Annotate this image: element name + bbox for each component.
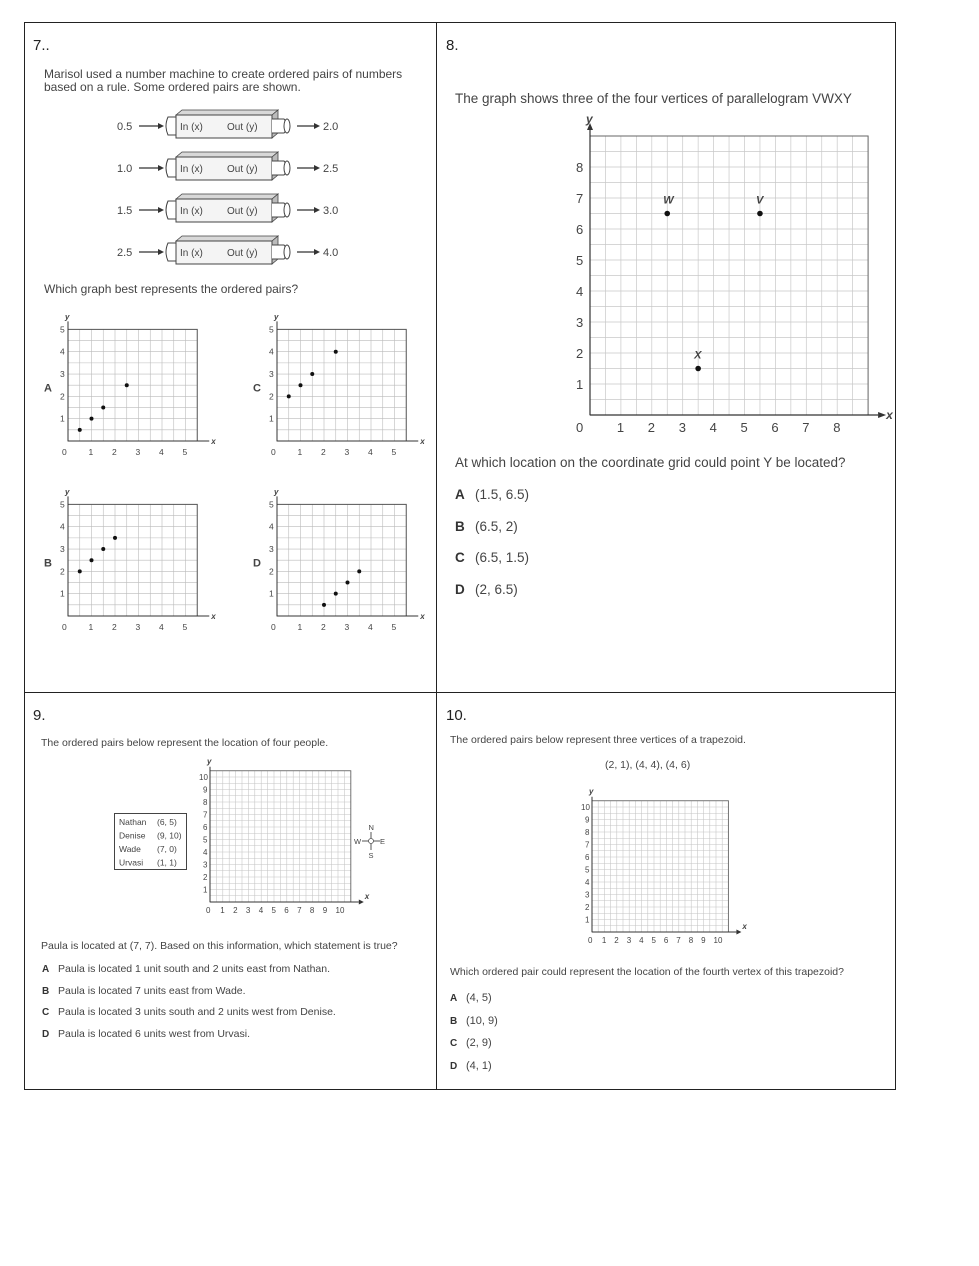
q8-coordinate-graph	[560, 112, 893, 440]
x-tick-label: 4	[258, 906, 264, 915]
number-machine	[117, 152, 338, 180]
x-tick-label: 0	[206, 906, 211, 915]
vertex-label: X	[694, 349, 702, 362]
y-tick-label: 5	[269, 499, 274, 510]
machine-input: 0.5	[117, 121, 133, 133]
machine-in-label: In (x)	[180, 206, 203, 217]
x-tick-label: 2	[233, 906, 238, 915]
y-tick-label: 6	[585, 853, 590, 862]
choice-text: (6.5, 1.5)	[475, 550, 530, 565]
y-tick-label: 5	[60, 324, 65, 335]
q9-question: Paula is located at (7, 7). Based on this information, which statement is true?	[41, 940, 398, 952]
y-tick-label: 1	[269, 413, 274, 424]
q7-question: Which graph best represents the ordered pairs?	[44, 282, 299, 296]
data-point	[125, 383, 129, 387]
person-name: Wade	[119, 844, 141, 854]
x-tick-label: 5	[182, 622, 188, 632]
y-tick-label: 3	[60, 369, 65, 380]
machine-out-label: Out (y)	[227, 206, 258, 217]
choice-text: (1.5, 6.5)	[475, 487, 530, 502]
y-tick-label: 5	[585, 865, 590, 875]
x-tick-label: 1	[616, 420, 625, 435]
q8-choice-c[interactable]	[455, 550, 529, 565]
x-axis-label: x	[364, 892, 370, 901]
q8-question: At which location on the coordinate grid could point Y be located?	[455, 455, 846, 470]
x-tick-label: 8	[688, 936, 694, 945]
data-point	[113, 536, 117, 540]
machine-output: 2.5	[323, 163, 339, 175]
person-name: Denise	[119, 830, 146, 841]
q8-choice-b[interactable]	[455, 519, 518, 534]
machine-output: 4.0	[323, 247, 339, 259]
person-coord: (1, 1)	[157, 857, 177, 868]
choice-letter: A	[455, 487, 465, 502]
x-tick-label: 6	[284, 906, 289, 915]
grid	[68, 504, 197, 616]
x-tick-label: 3	[626, 936, 632, 945]
x-tick-label: 7	[802, 420, 810, 435]
x-tick-label: 1	[88, 622, 94, 632]
y-tick-label: 4	[576, 284, 584, 299]
x-tick-label: 2	[614, 936, 619, 945]
x-tick-label: 1	[297, 622, 303, 632]
vertex-point	[757, 211, 763, 217]
choice-text: Paula is located 6 units west from Urvasi.	[58, 1027, 250, 1040]
q10-choice-c[interactable]	[450, 1037, 492, 1049]
x-tick-label: 1	[601, 936, 607, 945]
choice-letter: C	[455, 550, 465, 565]
x-tick-label: 2	[112, 622, 117, 632]
x-tick-label: 5	[740, 420, 748, 435]
y-tick-label: 2	[269, 566, 274, 577]
q10-coordinate-graph	[575, 784, 755, 954]
q10-choice-a[interactable]	[450, 992, 492, 1004]
x-tick-label: 2	[112, 447, 117, 457]
y-tick-label: 8	[585, 828, 590, 837]
data-point	[357, 569, 361, 573]
y-tick-label: 1	[576, 377, 584, 392]
y-tick-label: 6	[576, 222, 584, 237]
q9-coordinate-graph	[190, 756, 370, 927]
x-tick-label: 0	[271, 622, 276, 632]
choice-text: Paula is located 3 units south and 2 units west from Denise.	[58, 1006, 336, 1018]
y-tick-label: 2	[60, 566, 65, 577]
person-coord: (9, 10)	[157, 830, 182, 841]
y-axis-label: y	[589, 786, 594, 796]
grid	[277, 504, 406, 616]
y-tick-label: 1	[203, 885, 208, 895]
y-tick-label: 4	[269, 521, 274, 532]
y-tick-label: 3	[203, 860, 208, 870]
x-tick-label: 5	[391, 447, 397, 457]
grid	[210, 771, 351, 902]
choice-text: (2, 9)	[466, 1037, 492, 1049]
x-tick-label: 2	[321, 447, 326, 457]
number-machine	[117, 194, 338, 222]
x-tick-label: 4	[368, 622, 373, 632]
choice-text: (10, 9)	[466, 1014, 498, 1027]
x-tick-label: 3	[245, 906, 251, 915]
x-axis-label: x	[886, 408, 893, 422]
x-tick-label: 4	[709, 420, 717, 435]
x-tick-label: 5	[182, 447, 188, 457]
x-axis-label: x	[211, 437, 216, 446]
y-tick-label: 1	[585, 915, 590, 925]
x-axis-label: x	[420, 612, 425, 621]
x-axis-label: x	[742, 922, 747, 931]
machine-in-label: In (x)	[180, 248, 203, 259]
x-tick-label: 4	[639, 936, 644, 945]
choice-letter: D	[42, 1028, 50, 1040]
q8-choice-d[interactable]	[455, 582, 518, 597]
y-tick-label: 8	[576, 160, 584, 175]
y-tick-label: 8	[203, 798, 208, 807]
y-axis-label: y	[274, 312, 279, 322]
y-tick-label: 9	[203, 785, 208, 795]
q10-choice-d[interactable]	[450, 1060, 492, 1072]
y-tick-label: 2	[576, 346, 584, 361]
compass-s: S	[368, 851, 374, 860]
x-tick-label: 7	[297, 906, 302, 915]
q9-choice-b[interactable]	[42, 985, 246, 997]
y-tick-label: 3	[60, 544, 65, 555]
q10-question: Which ordered pair could represent the location of the fourth vertex of this trapezoid?	[450, 966, 844, 978]
q7-number: 7..	[33, 37, 50, 54]
x-tick-label: 6	[771, 420, 779, 435]
x-tick-label: 2	[321, 622, 326, 632]
grid	[68, 329, 197, 441]
choice-letter: A	[42, 964, 50, 975]
x-tick-label: 3	[135, 622, 141, 632]
q8-number: 8.	[446, 37, 459, 54]
x-tick-label: 10	[713, 936, 723, 945]
data-point	[334, 592, 338, 596]
person-coord: (7, 0)	[157, 844, 177, 854]
machine-input: 1.0	[117, 163, 133, 175]
y-axis-label: y	[586, 112, 593, 126]
x-tick-label: 8	[833, 420, 841, 435]
q8-choice-a[interactable]	[455, 487, 529, 502]
x-tick-label: 3	[678, 420, 686, 435]
q10-pairs: (2, 1), (4, 4), (4, 6)	[605, 759, 691, 771]
y-tick-label: 6	[203, 823, 208, 832]
person-name: Nathan	[119, 817, 147, 827]
choice-letter: B	[455, 518, 465, 534]
q9-choice-c[interactable]	[42, 1006, 336, 1018]
y-tick-label: 4	[269, 346, 274, 357]
y-tick-label: 1	[269, 588, 274, 599]
x-tick-label: 0	[588, 936, 593, 945]
choice-text: (2, 6.5)	[475, 581, 518, 597]
q9-choice-d[interactable]	[42, 1028, 250, 1040]
y-tick-label: 4	[60, 521, 65, 532]
data-point	[78, 569, 82, 573]
y-tick-label: 5	[269, 324, 274, 335]
q7-graph-a	[40, 308, 220, 463]
data-point	[287, 394, 291, 398]
x-tick-label: 2	[647, 420, 656, 435]
machine-in-label: In (x)	[180, 164, 203, 175]
x-tick-label: 0	[62, 622, 67, 632]
number-machine	[117, 110, 338, 138]
q8-prompt: The graph shows three of the four vertices of parallelogram VWXY	[455, 91, 852, 106]
y-axis-label: y	[65, 312, 70, 322]
q9-people-table	[114, 813, 189, 873]
x-tick-label: 10	[335, 906, 345, 915]
x-tick-label: 3	[135, 447, 141, 457]
y-tick-label: 5	[576, 253, 584, 268]
choice-letter: C	[42, 1007, 50, 1018]
choice-letter: D	[450, 1060, 458, 1072]
y-tick-label: 4	[60, 346, 65, 357]
y-tick-label: 3	[585, 890, 590, 900]
vertex-point	[664, 211, 670, 217]
q7-prompt-line2: based on a rule. Some ordered pairs are shown.	[44, 80, 301, 94]
y-tick-label: 3	[269, 369, 274, 380]
q10-choice-b[interactable]	[450, 1015, 498, 1027]
choice-text: (4, 5)	[466, 992, 492, 1004]
y-tick-label: 1	[60, 413, 65, 424]
q10-prompt: The ordered pairs below represent three vertices of a trapezoid.	[450, 734, 746, 746]
q7-graph-b	[40, 483, 220, 638]
x-tick-label: 3	[344, 622, 350, 632]
x-tick-label: 8	[309, 906, 315, 915]
y-tick-label: 3	[576, 315, 584, 330]
choice-letter: B	[42, 985, 50, 997]
data-point	[101, 406, 105, 410]
choice-letter: D	[455, 581, 465, 597]
table-divider-horizontal	[24, 692, 896, 693]
x-tick-label: 7	[676, 936, 681, 945]
choice-letter: A	[450, 993, 458, 1004]
y-tick-label: 7	[576, 191, 584, 206]
q7-number-machines	[0, 0, 440, 280]
y-tick-label: 9	[585, 815, 590, 825]
x-axis-label: x	[211, 612, 216, 621]
x-tick-label: 0	[62, 447, 67, 457]
y-tick-label: 5	[60, 499, 65, 510]
y-tick-label: 2	[203, 873, 208, 882]
machine-output: 3.0	[323, 205, 339, 217]
machine-out-label: Out (y)	[227, 164, 258, 175]
x-tick-label: 4	[159, 447, 164, 457]
data-point	[101, 547, 105, 551]
x-tick-label: 9	[701, 936, 706, 945]
choice-letter: B	[450, 1015, 458, 1027]
choice-text: Paula is located 7 units east from Wade.	[58, 984, 246, 997]
x-tick-label: 1	[88, 447, 94, 457]
compass-e: E	[380, 837, 386, 846]
q10-number: 10.	[446, 707, 467, 724]
grid	[592, 801, 728, 932]
data-point	[78, 428, 82, 432]
data-point	[90, 558, 94, 562]
choice-text: Paula is located 1 unit south and 2 units east from Nathan.	[58, 963, 331, 975]
graph-letter: A	[44, 382, 52, 395]
x-tick-label: 9	[322, 906, 328, 915]
y-tick-label: 3	[269, 544, 274, 555]
q7-prompt-line1: Marisol used a number machine to create ordered pairs of numbers	[44, 67, 403, 81]
grid	[277, 329, 406, 441]
q9-prompt: The ordered pairs below represent the location of four people.	[41, 737, 329, 749]
x-axis-label: x	[420, 437, 425, 446]
y-tick-label: 2	[585, 903, 590, 912]
x-tick-label: 1	[220, 906, 225, 915]
x-tick-label: 0	[576, 420, 584, 435]
y-tick-label: 4	[203, 848, 208, 857]
y-tick-label: 4	[585, 878, 590, 887]
data-point	[322, 603, 326, 607]
graph-letter: B	[44, 557, 52, 570]
y-tick-label: 5	[203, 835, 208, 845]
x-tick-label: 5	[391, 622, 397, 632]
data-point	[346, 581, 350, 585]
choice-text: (4, 1)	[466, 1059, 492, 1072]
y-axis-label: y	[65, 487, 70, 497]
compass-rose-icon	[350, 822, 390, 862]
data-point	[90, 417, 94, 421]
data-point	[299, 383, 303, 387]
machine-in-label: In (x)	[180, 122, 203, 133]
person-name: Urvasi	[119, 857, 144, 868]
y-tick-label: 2	[60, 391, 65, 402]
vertex-label: V	[755, 194, 764, 207]
graph-letter: D	[253, 557, 261, 570]
q9-number: 9.	[33, 707, 46, 724]
y-tick-label: 10	[581, 803, 590, 812]
compass-w: W	[354, 837, 362, 846]
x-tick-label: 3	[344, 447, 350, 457]
machine-out-label: Out (y)	[227, 248, 258, 259]
machine-output: 2.0	[323, 121, 339, 133]
choice-letter: C	[450, 1038, 458, 1049]
number-machine	[117, 236, 338, 264]
choice-text: (6.5, 2)	[475, 518, 518, 534]
q7-graph-c	[249, 308, 429, 463]
x-tick-label: 0	[271, 447, 276, 457]
q7-graph-d	[249, 483, 429, 638]
graph-letter: C	[253, 382, 261, 395]
machine-out-label: Out (y)	[227, 122, 258, 133]
x-tick-label: 6	[663, 936, 669, 945]
x-tick-label: 5	[651, 936, 656, 945]
grid	[590, 136, 868, 415]
machine-input: 1.5	[117, 205, 133, 217]
y-axis-label: y	[274, 487, 279, 497]
x-tick-label: 4	[368, 447, 373, 457]
x-tick-label: 5	[271, 906, 276, 915]
y-tick-label: 7	[203, 810, 208, 820]
y-tick-label: 10	[199, 773, 208, 782]
machine-input: 2.5	[117, 247, 133, 259]
x-tick-label: 4	[159, 622, 164, 632]
data-point	[310, 372, 314, 376]
q9-choice-a[interactable]	[42, 963, 330, 975]
vertex-point	[695, 366, 701, 372]
y-tick-label: 1	[60, 588, 65, 599]
y-tick-label: 2	[269, 391, 274, 402]
vertex-label: W	[663, 194, 674, 207]
person-coord: (6, 5)	[157, 817, 177, 827]
y-tick-label: 7	[585, 840, 590, 850]
x-tick-label: 1	[297, 447, 303, 457]
data-point	[334, 350, 338, 354]
y-axis-label: y	[207, 756, 212, 766]
compass-n: N	[368, 823, 374, 832]
